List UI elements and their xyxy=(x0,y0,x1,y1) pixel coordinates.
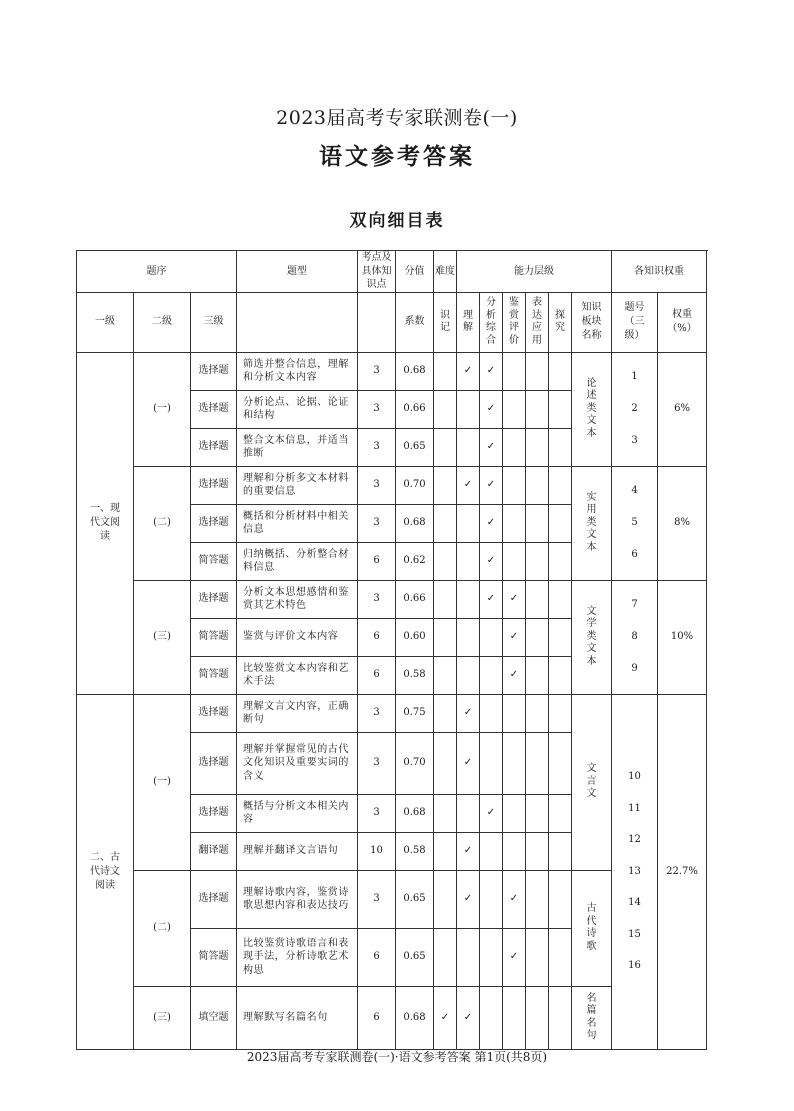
knowledge-point: 分析论点、论据、论证和结构 xyxy=(237,390,358,428)
subsection-label: (一) xyxy=(134,694,191,870)
header-row-2 xyxy=(77,292,707,352)
difficulty: 0.65 xyxy=(396,870,434,928)
weight: 10% xyxy=(658,580,707,694)
score: 6 xyxy=(358,656,396,694)
check-mark: ✓ xyxy=(480,794,503,832)
difficulty: 0.75 xyxy=(396,694,434,732)
check-mark: ✓ xyxy=(457,732,480,794)
check-mark: ✓ xyxy=(457,466,480,504)
knowledge-point: 概括和分析材料中相关信息 xyxy=(237,504,358,542)
header-jianshang: 鉴赏评价 xyxy=(509,297,519,346)
knowledge-block: 实用类文本 xyxy=(586,491,597,553)
difficulty: 0.66 xyxy=(396,580,434,618)
score: 3 xyxy=(358,794,396,832)
difficulty: 0.68 xyxy=(396,794,434,832)
difficulty: 0.66 xyxy=(396,390,434,428)
question-number: 1 xyxy=(631,371,638,382)
header-lijie: 理解 xyxy=(463,309,473,333)
question-type: 简答题 xyxy=(191,656,237,694)
knowledge-point: 筛选并整合信息，理解和分析文本内容 xyxy=(237,352,358,390)
check-mark: ✓ xyxy=(503,618,526,656)
header-tanjiu: 探究 xyxy=(555,309,565,333)
knowledge-point: 分析文本思想感情和鉴赏其艺术特色 xyxy=(237,580,358,618)
header-row-1 xyxy=(77,251,707,293)
question-number: 9 xyxy=(631,663,638,674)
knowledge-block: 文学类文本 xyxy=(586,605,597,667)
question-number: 10 xyxy=(628,771,641,783)
check-mark: ✓ xyxy=(434,986,457,1049)
knowledge-point: 归纳概括、分析整合材料信息 xyxy=(237,542,358,580)
weight: 8% xyxy=(658,466,707,580)
question-number: 6 xyxy=(631,549,638,560)
header-tixing: 题型 xyxy=(237,251,358,293)
check-mark: ✓ xyxy=(480,428,503,466)
difficulty: 0.65 xyxy=(396,428,434,466)
difficulty: 0.70 xyxy=(396,466,434,504)
check-mark: ✓ xyxy=(503,656,526,694)
question-type: 选择题 xyxy=(191,794,237,832)
knowledge-point: 鉴赏与评价文本内容 xyxy=(237,618,358,656)
score: 6 xyxy=(358,618,396,656)
header-fenzhi: 分值 xyxy=(396,251,434,293)
score: 3 xyxy=(358,390,396,428)
score: 6 xyxy=(358,542,396,580)
specification-table xyxy=(76,250,707,1050)
header-shiji: 识记 xyxy=(440,309,450,333)
header-kaodian: 考点及具体知识点 xyxy=(358,251,396,293)
question-number: 14 xyxy=(628,897,641,909)
check-mark: ✓ xyxy=(480,580,503,618)
question-type: 选择题 xyxy=(191,352,237,390)
score: 6 xyxy=(358,928,396,986)
difficulty: 0.65 xyxy=(396,928,434,986)
header-zhishi: 知识板块名称 xyxy=(581,302,602,341)
header-tixu: 题序 xyxy=(77,251,237,293)
page-footer: 2023届高考专家联测卷(一)·语文参考答案 第1页(共8页) xyxy=(246,1050,548,1064)
check-mark: ✓ xyxy=(457,870,480,928)
difficulty: 0.70 xyxy=(396,732,434,794)
weight: 6% xyxy=(658,352,707,466)
question-type: 选择题 xyxy=(191,694,237,732)
header-zhishi-group: 各知识权重 xyxy=(612,251,707,293)
question-type: 翻译题 xyxy=(191,832,237,870)
header-sanji: 三级 xyxy=(191,292,237,352)
knowledge-point: 比较鉴赏诗歌语言和表现手法，分析诗歌艺术构思 xyxy=(237,928,358,986)
check-mark: ✓ xyxy=(457,694,480,732)
question-type: 选择题 xyxy=(191,504,237,542)
question-number: 16 xyxy=(628,960,641,972)
knowledge-point: 理解并翻译文言语句 xyxy=(237,832,358,870)
question-type: 选择题 xyxy=(191,428,237,466)
knowledge-block: 名篇名句 xyxy=(586,992,597,1041)
question-number: 5 xyxy=(631,517,638,528)
question-number: 3 xyxy=(631,435,638,446)
table-title: 双向细目表 xyxy=(349,211,445,231)
knowledge-block: 古代诗歌 xyxy=(586,903,597,952)
check-mark: ✓ xyxy=(480,504,503,542)
check-mark: ✓ xyxy=(480,542,503,580)
table-row xyxy=(77,352,707,390)
check-mark: ✓ xyxy=(503,928,526,986)
table-row xyxy=(77,466,707,504)
question-number: 12 xyxy=(628,834,641,846)
knowledge-point: 理解诗歌内容，鉴赏诗歌思想内容和表达技巧 xyxy=(237,870,358,928)
check-mark: ✓ xyxy=(457,986,480,1049)
question-type: 选择题 xyxy=(191,390,237,428)
difficulty: 0.62 xyxy=(396,542,434,580)
knowledge-point: 理解和分析多文本材料的重要信息 xyxy=(237,466,358,504)
header-fenzhi-empty xyxy=(358,292,396,352)
difficulty: 0.68 xyxy=(396,352,434,390)
question-type: 选择题 xyxy=(191,580,237,618)
question-type: 选择题 xyxy=(191,732,237,794)
score: 3 xyxy=(358,428,396,466)
question-number: 8 xyxy=(631,631,638,642)
header-fenxi: 分析综合 xyxy=(486,297,496,346)
question-number: 11 xyxy=(628,802,641,814)
check-mark: ✓ xyxy=(480,390,503,428)
question-number: 15 xyxy=(628,928,641,940)
question-type: 填空题 xyxy=(191,986,237,1049)
score: 3 xyxy=(358,352,396,390)
subsection-label: (二) xyxy=(134,466,191,580)
knowledge-point: 概括与分析文本相关内容 xyxy=(237,794,358,832)
question-type: 简答题 xyxy=(191,928,237,986)
subsection-label: (一) xyxy=(134,352,191,466)
table-row xyxy=(77,580,707,618)
check-mark: ✓ xyxy=(480,352,503,390)
exam-title: 2023届高考专家联测卷(一) xyxy=(276,107,518,129)
score: 3 xyxy=(358,694,396,732)
question-number: 2 xyxy=(631,403,638,414)
table-row xyxy=(77,694,707,732)
check-mark: ✓ xyxy=(503,870,526,928)
header-yiji: 一级 xyxy=(77,292,134,352)
header-xishu: 系数 xyxy=(396,292,434,352)
question-type: 简答题 xyxy=(191,618,237,656)
difficulty: 0.68 xyxy=(396,504,434,542)
question-number: 4 xyxy=(631,485,638,496)
weight: 22.7% xyxy=(658,694,707,1049)
header-nandu: 难度 xyxy=(434,251,457,293)
score: 3 xyxy=(358,504,396,542)
check-mark: ✓ xyxy=(480,466,503,504)
knowledge-point: 理解默写名篇名句 xyxy=(237,986,358,1049)
check-mark: ✓ xyxy=(457,352,480,390)
subsection-label: (二) xyxy=(134,870,191,986)
header-tihao: 题号（三级） xyxy=(624,302,645,341)
check-mark: ✓ xyxy=(503,580,526,618)
knowledge-point: 整合文本信息，并适当推断 xyxy=(237,428,358,466)
difficulty: 0.58 xyxy=(396,656,434,694)
knowledge-point: 比较鉴赏文本内容和艺术手法 xyxy=(237,656,358,694)
section-label: 一、现代文阅读 xyxy=(90,503,120,542)
knowledge-block: 文言文 xyxy=(586,763,597,800)
question-number: 13 xyxy=(628,865,641,877)
subsection-label: (三) xyxy=(134,986,191,1049)
question-number: 7 xyxy=(631,599,638,610)
header-nengli: 能力层级 xyxy=(457,251,612,293)
score: 3 xyxy=(358,870,396,928)
section-label: 二、古代诗文阅读 xyxy=(90,851,120,891)
difficulty: 0.60 xyxy=(396,618,434,656)
score: 10 xyxy=(358,832,396,870)
knowledge-block: 论述类文本 xyxy=(586,377,597,439)
header-kaodian-empty xyxy=(237,292,358,352)
header-biaoda: 表达应用 xyxy=(532,297,542,346)
question-type: 简答题 xyxy=(191,542,237,580)
score: 3 xyxy=(358,466,396,504)
knowledge-point: 理解文言文内容，正确断句 xyxy=(237,694,358,732)
knowledge-point: 理解并掌握常见的古代文化知识及重要实词的含义 xyxy=(237,732,358,794)
question-type: 选择题 xyxy=(191,870,237,928)
score: 3 xyxy=(358,732,396,794)
subject-title: 语文参考答案 xyxy=(319,143,475,170)
header-quanzhong: 权重（%） xyxy=(667,309,697,334)
check-mark: ✓ xyxy=(457,832,480,870)
score: 6 xyxy=(358,986,396,1049)
difficulty: 0.68 xyxy=(396,986,434,1049)
header-erji: 二级 xyxy=(134,292,191,352)
question-type: 选择题 xyxy=(191,466,237,504)
subsection-label: (三) xyxy=(134,580,191,694)
difficulty: 0.58 xyxy=(396,832,434,870)
score: 3 xyxy=(358,580,396,618)
